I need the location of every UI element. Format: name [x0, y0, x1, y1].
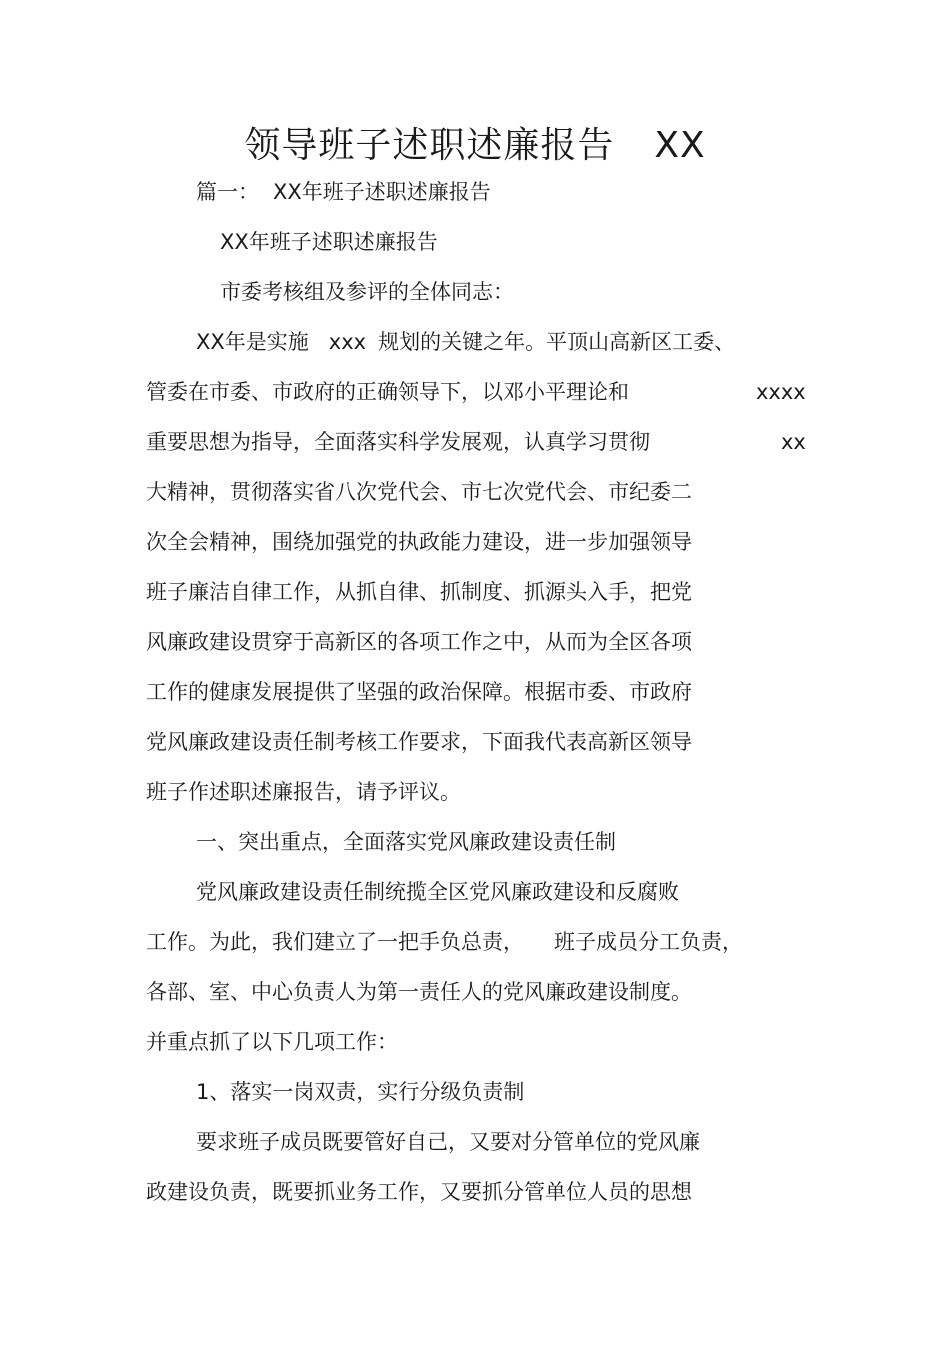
- paragraph-line: 工作的健康发展提供了坚强的政治保障。根据市委、市政府: [146, 680, 692, 704]
- paragraph-line: 风廉政建设贯穿于高新区的各项工作之中，从而为全区各项: [146, 630, 692, 654]
- paragraph-line: 大精神，贯彻落实省八次党代会、市七次党代会、市纪委二: [146, 480, 692, 504]
- paragraph-line: [196, 326, 735, 358]
- paragraph-line: 要求班子成员既要管好自己，又要对分管单位的党风廉: [196, 1130, 700, 1154]
- paragraph-line: [146, 926, 743, 958]
- placeholder-fragment: xxx: [328, 330, 367, 354]
- paragraph-line: 党风廉政建设责任制考核工作要求，下面我代表高新区领导: [146, 730, 692, 754]
- paragraph-line: 政建设负责，既要抓业务工作，又要抓分管单位人员的思想: [146, 1180, 692, 1204]
- report-subtitle: XX年班子述职述廉报告: [220, 230, 438, 254]
- paragraph-line: 班子廉洁自律工作，从抓自律、抓制度、抓源头入手，把党: [146, 580, 692, 604]
- text-fragment: 工作。为此，我们建立了一把手负总责，: [146, 930, 524, 954]
- text-fragment: 规划的关键之年。平顶山高新区工委、: [378, 330, 736, 354]
- section-heading-1: 一、突出重点，全面落实党风廉政建设责任制: [196, 830, 616, 854]
- title-suffix: XX: [654, 125, 706, 166]
- section-heading: XX年班子述职述廉报告: [273, 180, 491, 204]
- placeholder-fragment: xx: [781, 430, 806, 454]
- subsection-heading-1: 1、落实一岗双责，实行分级负责制: [196, 1080, 525, 1104]
- text-fragment: 班子成员分工负责，: [554, 930, 743, 954]
- paragraph-line: 党风廉政建设责任制统揽全区党风廉政建设和反腐败: [196, 880, 679, 904]
- paragraph-line: 各部、室、中心负责人为第一责任人的党风廉政建设制度。: [146, 980, 692, 1004]
- text-fragment: XX年是实施: [196, 330, 309, 354]
- paragraph-line: 并重点抓了以下几项工作：: [146, 1030, 398, 1054]
- section-label: [196, 176, 491, 208]
- document-title: [0, 118, 950, 174]
- salutation: 市委考核组及参评的全体同志：: [220, 280, 514, 304]
- paragraph-line: 重要思想为指导，全面落实科学发展观，认真学习贯彻: [146, 430, 650, 454]
- paragraph-line: 次全会精神，围绕加强党的执政能力建设，进一步加强领导: [146, 530, 692, 554]
- paragraph-line: 班子作述职述廉报告，请予评议。: [146, 780, 461, 804]
- paragraph-line: 管委在市委、市政府的正确领导下，以邓小平理论和: [146, 380, 629, 404]
- section-prefix: 篇一：: [196, 180, 259, 204]
- title-main: 领导班子述职述廉报告: [244, 125, 615, 166]
- placeholder-fragment: xxxx: [756, 380, 806, 404]
